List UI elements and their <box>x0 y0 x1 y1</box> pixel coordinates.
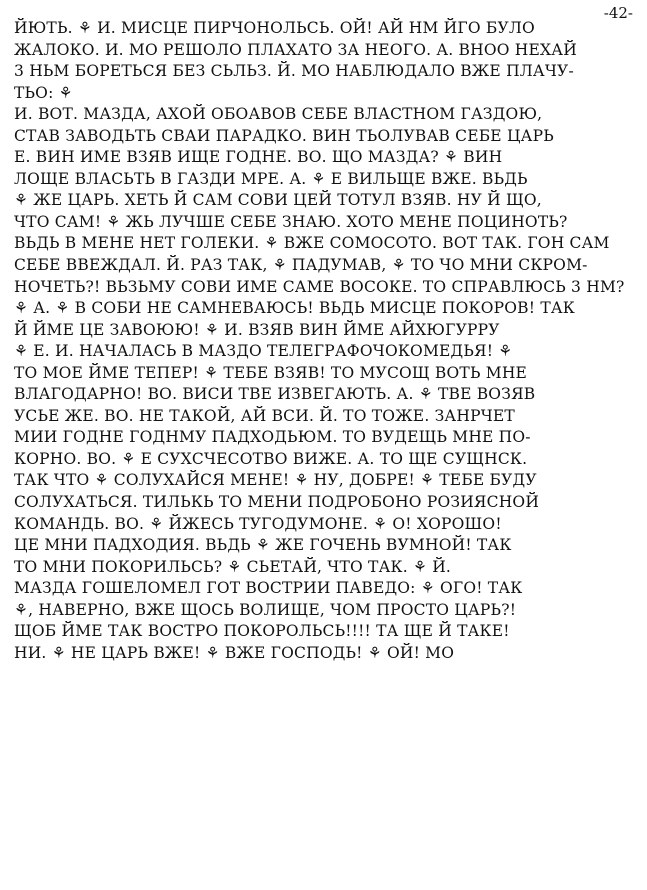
text-line: СОЛУХАТЬСЯ. ТИЛЬКЬ ТО МЕНИ ПОДРОБОНО РОЗИЯСНОЙ <box>14 493 540 512</box>
text-line: ЩОБ ЙМЕ ТАК ВОСТРО ПОКОРОЛЬСЬ!!!! ТА ЩЕ Й ТАКЕ! <box>14 622 510 641</box>
text-line: ⚘ А. ⚘ В СОБИ НЕ САМНЕВАЮСЬ! ВЬДЬ МИСЦЕ ПОКОРОВ! ТАК <box>14 299 575 318</box>
page-number: -42- <box>603 4 633 22</box>
text-line: Й ЙМЕ ЦЕ ЗАВОЮЮ! ⚘ И. ВЗЯВ ВИН ЙМЕ АЙХЮГУРРУ <box>14 320 500 339</box>
text-line: ЛОЩЕ ВЛАСЬТЬ В ГАЗДИ МРЕ. А. ⚘ Е ВИЛЬЩЕ ВЖЕ. ВЬДЬ <box>14 169 528 188</box>
handwritten-text-block <box>14 18 634 664</box>
text-line: ЧТО САМ! ⚘ ЖЬ ЛУЧШЕ СЕБЕ ЗНАЮ. ХОТО МЕНЕ ПОЦИНОТЬ? <box>14 212 568 231</box>
text-line: ВЛАГОДАРНО! ВО. ВИСИ ТВЕ ИЗВЕГАЮТЬ. А. ⚘ ТВЕ ВОЗЯВ <box>14 385 536 404</box>
text-line: ЖАЛОКО. И. МО РЕШОЛО ПЛАХАТО ЗА НЕОГО. А. ВНОО НЕХАЙ <box>14 40 577 59</box>
text-line: ⚘ Е. И. НАЧАЛАСЬ В МАЗДО ТЕЛЕГРАФОЧОКОМЕДЬЯ! ⚘ <box>14 342 513 361</box>
text-line: УСЬЕ ЖЕ. ВО. НЕ ТАКОЙ, АЙ ВСИ. Й. ТО ТОЖЕ. ЗАНРЧЕТ <box>14 406 515 425</box>
text-line: ТО МНИ ПОКОРИЛЬСЬ? ⚘ СЬЕТАЙ, ЧТО ТАК. ⚘ Й. <box>14 557 452 576</box>
text-line: НИ. ⚘ НЕ ЦАРЬ ВЖЕ! ⚘ ВЖЕ ГОСПОДЬ! ⚘ ОЙ! МО <box>14 643 455 662</box>
text-line: ⚘ ЖЕ ЦАРЬ. ХЕТЬ Й САМ СОВИ ЦЕЙ ТОТУЛ ВЗЯВ. НУ Й ЩО, <box>14 191 542 210</box>
text-line: ТО МОЕ ЙМЕ ТЕПЕР! ⚘ ТЕБЕ ВЗЯВ! ТО МУСОЩ ВОТЬ МНЕ <box>14 363 528 382</box>
text-line: ТЬО: ⚘ <box>14 83 73 102</box>
text-line: СЕБЕ ВВЕЖДАЛ. Й. РАЗ ТАК, ⚘ ПАДУМАВ, ⚘ ТО ЧО МНИ СКРОМ- <box>14 256 588 275</box>
text-line: СТАВ ЗАВОДЬТЬ СВАИ ПАРАДКО. ВИН ТЬОЛУВАВ СЕБЕ ЦАРЬ <box>14 126 554 145</box>
text-line: Е. ВИН ИМЕ ВЗЯВ ИЩЕ ГОДНЕ. ВО. ЩО МАЗДА? ⚘ ВИН <box>14 148 503 167</box>
text-line: КОРНО. ВО. ⚘ Е СУХСЧЕСОТВО ВИЖЕ. А. ТО ЩЕ СУЩНСК. <box>14 449 528 468</box>
text-line: КОМАНДЬ. ВО. ⚘ ЙЖЕСЬ ТУГОДУМОНЕ. ⚘ О! ХОРОШО! <box>14 514 502 533</box>
text-line: 3 НЬМ БОРЕТЬСЯ БЕЗ СЬЛЬЗ. Й. МО НАБЛЮДАЛО ВЖЕ ПЛАЧУ- <box>14 62 574 81</box>
text-line: МАЗДА ГОШЕЛОМЕЛ ГОТ ВОСТРИИ ПАВЕДО: ⚘ ОГО! ТАК <box>14 579 523 598</box>
text-line: ЙЮТЬ. ⚘ И. МИСЦЕ ПИРЧОНОЛЬСЬ. ОЙ! АЙ НМ ЙГО БУЛО <box>14 19 535 37</box>
text-line: И. ВОТ. МАЗДА, АХОЙ ОБОАВОВ СЕБЕ ВЛАСТНОМ ГАЗДОЮ, <box>14 105 543 124</box>
text-line: МИИ ГОДНЕ ГОДНМУ ПАДХОДЬЮМ. ТО ВУДЕЩЬ МНЕ ПО- <box>14 428 531 447</box>
text-line: ВЬДЬ В МЕНЕ НЕТ ГОЛЕКИ. ⚘ ВЖЕ СОМОСОТО. ВОТ ТАК. ГОН САМ <box>14 234 610 253</box>
text-line: НОЧЕТЬ?! ВЬЗЬМУ СОВИ ИМЕ САМЕ ВОСОКЕ. ТО СПРАВЛЮСЬ 3 НМ? <box>14 277 625 296</box>
text-line: ЦЕ МНИ ПАДХОДИЯ. ВЬДЬ ⚘ ЖЕ ГОЧЕНЬ ВУМНОЙ! ТАК <box>14 536 512 555</box>
text-line: ⚘, НАВЕРНО, ВЖЕ ЩОСЬ ВОЛИЩЕ, ЧОМ ПРОСТО ЦАРЬ?! <box>14 600 517 619</box>
text-line: ТАК ЧТО ⚘ СОЛУХАЙСЯ МЕНЕ! ⚘ НУ, ДОБРЕ! ⚘ ТЕБЕ БУДУ <box>14 471 537 490</box>
